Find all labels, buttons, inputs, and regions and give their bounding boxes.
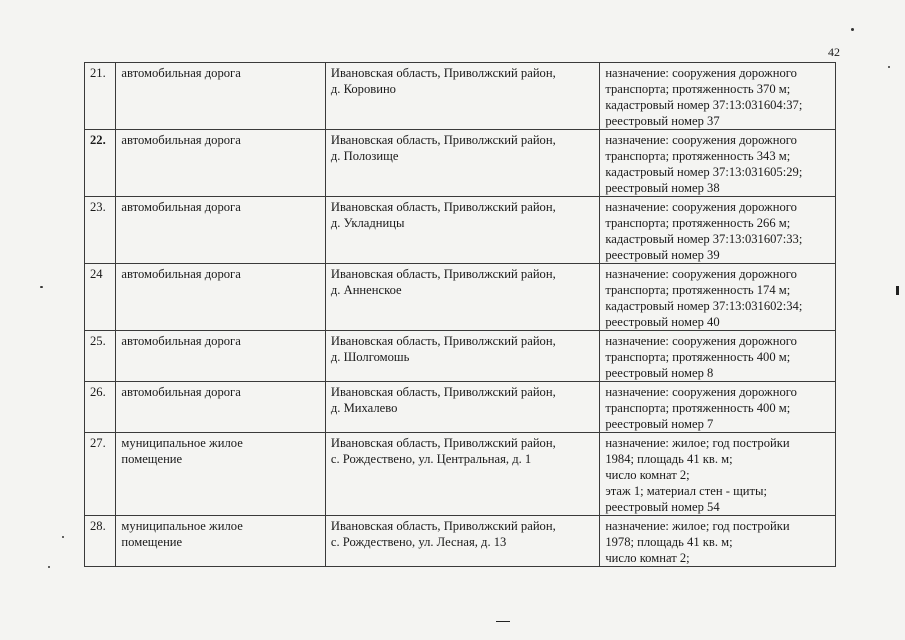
object-name: автомобильная дорога [116, 331, 325, 382]
address-line: Ивановская область, Приволжский район, [330, 267, 556, 281]
row-number: 21. [85, 63, 116, 130]
name-line: помещение [121, 535, 183, 549]
details-line: 1978; площадь 41 кв. м; [605, 535, 733, 549]
details-line: кадастровый номер 37:13:031605:29; [605, 165, 803, 179]
object-address [325, 63, 599, 130]
details-line: назначение: сооружения дорожного [605, 200, 797, 214]
scan-mark [896, 286, 899, 295]
page-number: 42 [828, 45, 840, 59]
address-line: с. Рождествено, ул. Лесная, д. 13 [330, 535, 507, 549]
details-line: кадастровый номер 37:13:031602:34; [605, 299, 803, 313]
name-line: муниципальное жилое [121, 519, 243, 533]
details-line: транспорта; протяженность 174 м; [605, 283, 791, 297]
details-line: транспорта; протяженность 343 м; [605, 149, 791, 163]
details-line: транспорта; протяженность 400 м; [605, 350, 791, 364]
row-number: 25. [85, 331, 116, 382]
details-line: назначение: сооружения дорожного [605, 267, 797, 281]
address-line: Ивановская область, Приволжский район, [330, 66, 556, 80]
details-line: реестровый номер 8 [605, 366, 714, 380]
address-line: д. Укладницы [330, 216, 405, 230]
object-address [325, 197, 599, 264]
object-name: автомобильная дорога [116, 382, 325, 433]
details-line: реестровый номер 54 [605, 500, 720, 514]
object-name [116, 516, 325, 567]
object-details [600, 197, 836, 264]
object-address [325, 331, 599, 382]
row-number: 26. [85, 382, 116, 433]
address-line: Ивановская область, Приволжский район, [330, 519, 556, 533]
details-line: число комнат 2; [605, 551, 690, 565]
object-name: автомобильная дорога [116, 197, 325, 264]
table-row [85, 433, 836, 516]
details-line: назначение: сооружения дорожного [605, 133, 797, 147]
details-line: транспорта; протяженность 266 м; [605, 216, 791, 230]
name-line: помещение [121, 452, 183, 466]
property-registry-table [84, 62, 836, 567]
details-line: транспорта; протяженность 400 м; [605, 401, 791, 415]
address-line: Ивановская область, Приволжский район, [330, 200, 556, 214]
object-address [325, 130, 599, 197]
details-line: реестровый номер 37 [605, 114, 720, 128]
details-line: реестровый номер 7 [605, 417, 714, 431]
table-row [85, 382, 836, 433]
address-line: д. Михалево [330, 401, 398, 415]
address-line: д. Коровино [330, 82, 396, 96]
object-address [325, 264, 599, 331]
address-line: д. Анненское [330, 283, 402, 297]
address-line: д. Шолгомошь [330, 350, 410, 364]
object-details [600, 516, 836, 567]
details-line: назначение: сооружения дорожного [605, 334, 797, 348]
table-row [85, 197, 836, 264]
details-line: кадастровый номер 37:13:031607:33; [605, 232, 803, 246]
object-details [600, 433, 836, 516]
object-details [600, 130, 836, 197]
scan-speck [62, 536, 64, 538]
row-number: 27. [85, 433, 116, 516]
scan-speck [851, 28, 854, 31]
table-row [85, 63, 836, 130]
object-address [325, 382, 599, 433]
object-details [600, 264, 836, 331]
details-line: число комнат 2; [605, 468, 690, 482]
details-line: реестровый номер 39 [605, 248, 720, 262]
table-row [85, 130, 836, 197]
object-details [600, 382, 836, 433]
object-details [600, 331, 836, 382]
details-line: назначение: сооружения дорожного [605, 66, 797, 80]
details-line: назначение: жилое; год постройки [605, 436, 790, 450]
row-number: 28. [85, 516, 116, 567]
table-row [85, 516, 836, 567]
details-line: назначение: жилое; год постройки [605, 519, 790, 533]
table-row [85, 264, 836, 331]
object-name [116, 433, 325, 516]
address-line: Ивановская область, Приволжский район, [330, 385, 556, 399]
address-line: д. Полозище [330, 149, 399, 163]
object-address [325, 516, 599, 567]
scan-speck [40, 286, 43, 288]
details-line: транспорта; протяженность 370 м; [605, 82, 791, 96]
object-name: автомобильная дорога [116, 63, 325, 130]
row-number: 24 [85, 264, 116, 331]
table-row [85, 331, 836, 382]
details-line: назначение: сооружения дорожного [605, 385, 797, 399]
object-details [600, 63, 836, 130]
address-line: Ивановская область, Приволжский район, [330, 334, 556, 348]
name-line: муниципальное жилое [121, 436, 243, 450]
scan-speck [48, 566, 50, 568]
details-line: реестровый номер 38 [605, 181, 720, 195]
object-address [325, 433, 599, 516]
address-line: Ивановская область, Приволжский район, [330, 436, 556, 450]
object-name: автомобильная дорога [116, 130, 325, 197]
address-line: с. Рождествено, ул. Центральная, д. 1 [330, 452, 532, 466]
details-line: этаж 1; материал стен - щиты; [605, 484, 767, 498]
row-number: 22. [85, 130, 116, 197]
object-name: автомобильная дорога [116, 264, 325, 331]
address-line: Ивановская область, Приволжский район, [330, 133, 556, 147]
scan-mark [496, 621, 510, 622]
row-number: 23. [85, 197, 116, 264]
scan-speck [888, 66, 890, 68]
details-line: реестровый номер 40 [605, 315, 720, 329]
details-line: 1984; площадь 41 кв. м; [605, 452, 733, 466]
details-line: кадастровый номер 37:13:031604:37; [605, 98, 803, 112]
